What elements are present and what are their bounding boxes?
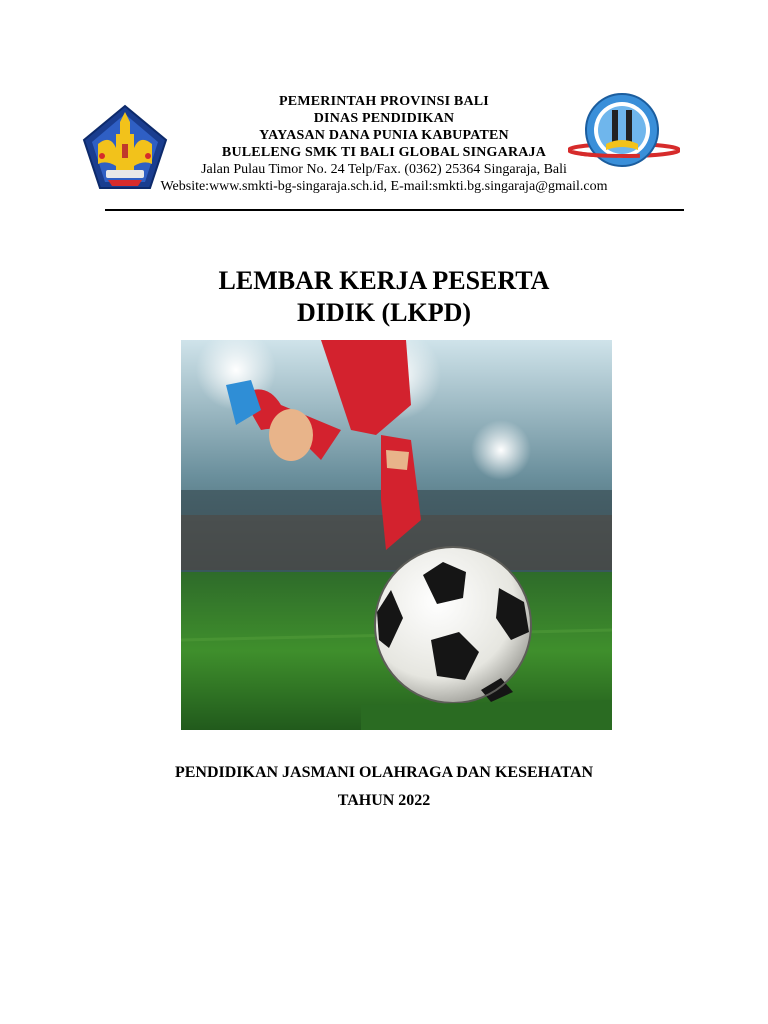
letterhead-address: Jalan Pulau Timor No. 24 Telp/Fax. (0362) 25364 Singaraja, Bali (201, 162, 567, 177)
letterhead (100, 93, 668, 195)
letterhead-government: PEMERINTAH PROVINSI BALI (279, 94, 489, 109)
letterhead-divider (105, 209, 684, 211)
subject-name: PENDIDIKAN JASMANI OLAHRAGA DAN KESEHATAN (174, 764, 594, 781)
document-title-line-2: DIDIK (LKPD) (296, 298, 472, 327)
document-title-line-1: LEMBAR KERJA PESERTA (218, 266, 550, 295)
letterhead-foundation: YAYASAN DANA PUNIA KABUPATEN (259, 128, 509, 143)
cover-photo-soccer (181, 340, 612, 730)
subject-year: TAHUN 2022 (337, 792, 431, 809)
letterhead-school-name: BULELENG SMK TI BALI GLOBAL SINGARAJA (221, 145, 547, 160)
letterhead-department: DINAS PENDIDIKAN (313, 111, 455, 126)
letterhead-contact: Website:www.smkti-bg-singaraja.sch.id, E-mail:smkti.bg.singaraja@gmail.com (160, 179, 608, 194)
